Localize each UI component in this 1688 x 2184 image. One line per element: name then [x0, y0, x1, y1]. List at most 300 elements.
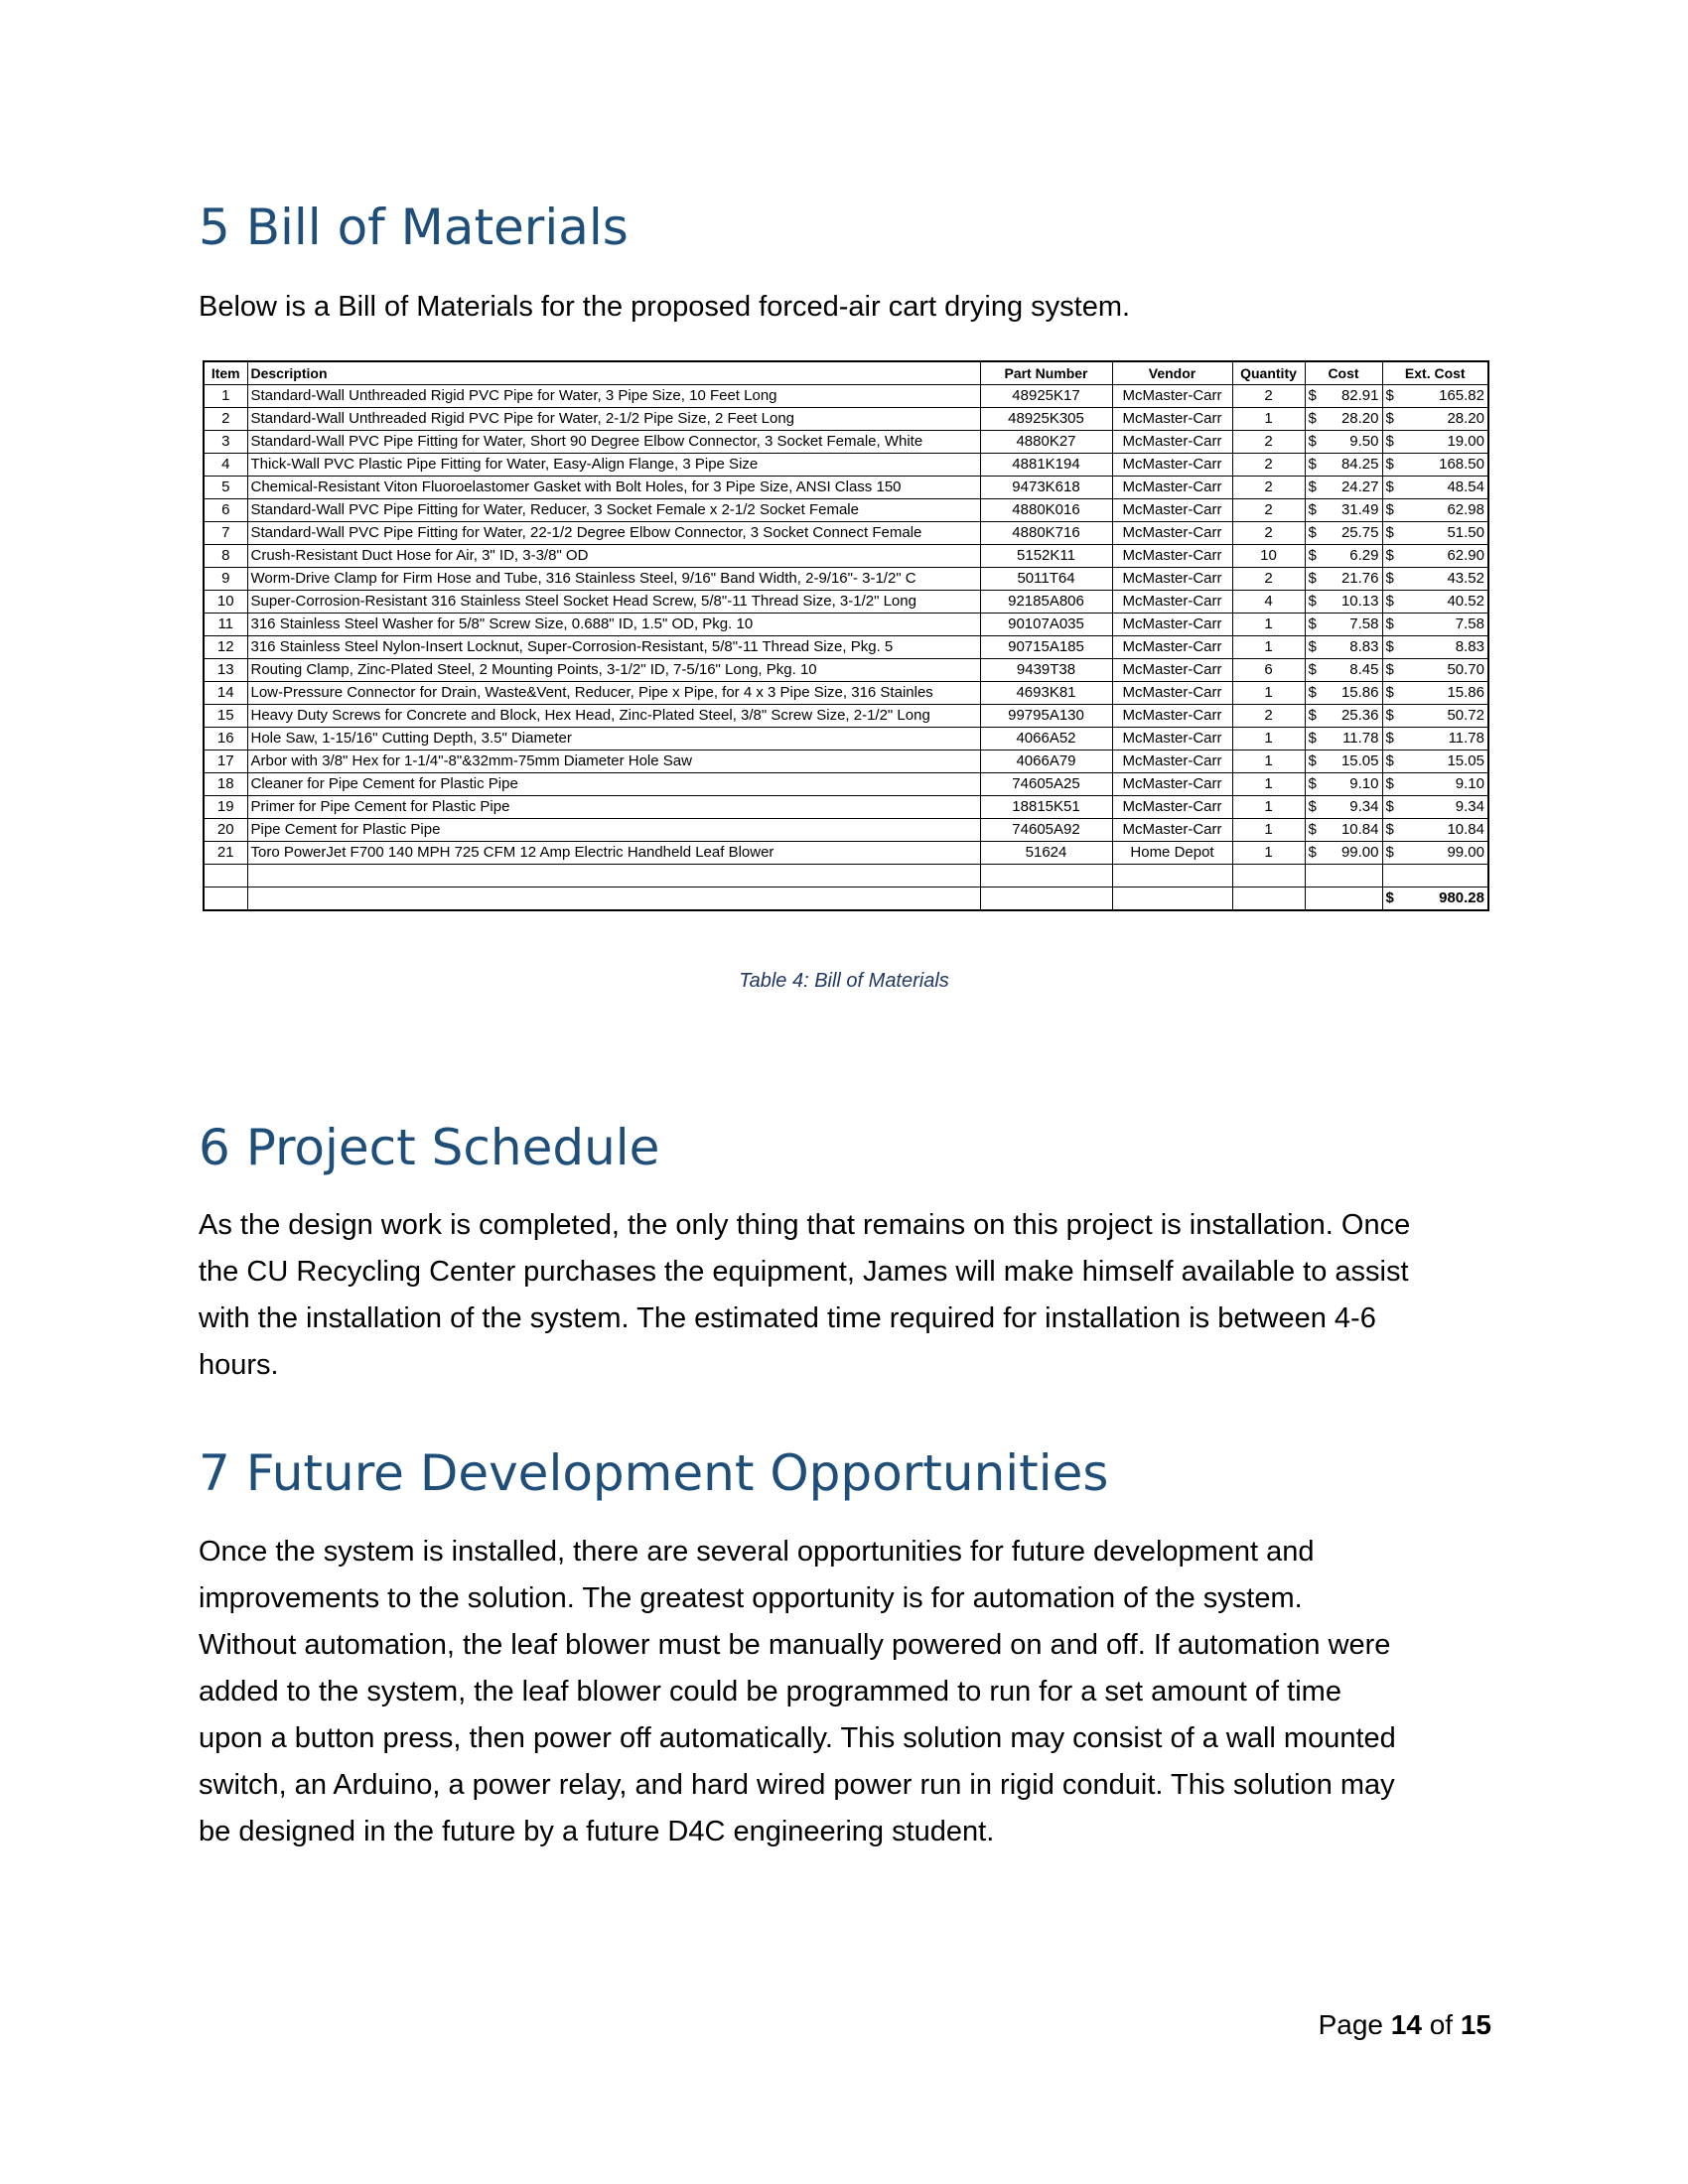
currency-symbol: $ [1308, 775, 1317, 792]
cell-cost [1305, 385, 1382, 408]
cell-ext-cost-value: 165.82 [1439, 387, 1484, 404]
cell-item: 16 [204, 728, 247, 751]
currency-symbol: $ [1308, 844, 1317, 861]
blank-row [204, 865, 1488, 887]
cell-cost-value: 25.36 [1340, 707, 1379, 724]
cell-ext-cost-value: 28.20 [1447, 410, 1484, 427]
cell-vendor: McMaster-Carr [1112, 499, 1232, 522]
cell-quantity: 10 [1232, 545, 1305, 568]
currency-symbol: $ [1308, 798, 1317, 815]
cell-ext-cost-value: 43.52 [1447, 570, 1484, 587]
cell-ext-cost-value: 50.70 [1447, 661, 1484, 678]
cell-description: 316 Stainless Steel Washer for 5/8" Screw Size, 0.688" ID, 1.5" OD, Pkg. 10 [247, 614, 980, 636]
cell-total-value: 980.28 [1439, 889, 1484, 906]
currency-symbol: $ [1385, 730, 1394, 747]
cell-quantity: 2 [1232, 385, 1305, 408]
cell-vendor: McMaster-Carr [1112, 522, 1232, 545]
cell-cost-value: 10.84 [1340, 821, 1379, 838]
cell-part-number: 90715A185 [980, 636, 1112, 659]
cell-description: Standard-Wall PVC Pipe Fitting for Water, Reducer, 3 Socket Female x 2-1/2 Socket Female [247, 499, 980, 522]
cell-item: 1 [204, 385, 247, 408]
cell-ext-cost [1382, 385, 1488, 408]
cell-ext-cost [1382, 682, 1488, 705]
cell-cost-value: 84.25 [1340, 456, 1379, 473]
header-cost: Cost [1305, 361, 1382, 385]
cell-quantity: 2 [1232, 568, 1305, 591]
cell-cost [1305, 408, 1382, 431]
cell-quantity: 1 [1232, 796, 1305, 819]
cell-item: 5 [204, 477, 247, 499]
cell-part-number: 4693K81 [980, 682, 1112, 705]
cell-cost [1305, 591, 1382, 614]
cell-vendor: McMaster-Carr [1112, 682, 1232, 705]
cell-cost [1305, 431, 1382, 454]
paragraph-line: the CU Recycling Center purchases the equipment, James will make himself available to assist [199, 1256, 1409, 1288]
table-row [204, 614, 1488, 636]
page-label: Page [1318, 2009, 1383, 2040]
empty-cell [1305, 887, 1382, 911]
cell-vendor: McMaster-Carr [1112, 614, 1232, 636]
table-row [204, 499, 1488, 522]
cell-vendor: McMaster-Carr [1112, 636, 1232, 659]
cell-ext-cost [1382, 408, 1488, 431]
cell-cost-value: 9.50 [1349, 433, 1379, 450]
cell-vendor: McMaster-Carr [1112, 591, 1232, 614]
currency-symbol: $ [1308, 638, 1317, 655]
cell-part-number: 18815K51 [980, 796, 1112, 819]
cell-cost [1305, 522, 1382, 545]
cell-ext-cost-value: 15.86 [1447, 684, 1484, 701]
cell-item: 20 [204, 819, 247, 842]
currency-symbol: $ [1308, 570, 1317, 587]
cell-description: Routing Clamp, Zinc-Plated Steel, 2 Mounting Points, 3-1/2" ID, 7-5/16" Long, Pkg. 10 [247, 659, 980, 682]
cell-quantity: 1 [1232, 773, 1305, 796]
currency-symbol: $ [1308, 410, 1317, 427]
empty-cell [1232, 887, 1305, 911]
currency-symbol: $ [1385, 844, 1394, 861]
cell-cost [1305, 728, 1382, 751]
cell-cost [1305, 545, 1382, 568]
empty-cell [1305, 865, 1382, 887]
cell-cost-value: 9.34 [1349, 798, 1379, 815]
cell-ext-cost-value: 19.00 [1447, 433, 1484, 450]
cell-part-number: 4880K716 [980, 522, 1112, 545]
cell-ext-cost [1382, 773, 1488, 796]
cell-cost-value: 24.27 [1340, 478, 1379, 495]
cell-cost-value: 15.05 [1340, 752, 1379, 769]
currency-symbol: $ [1308, 433, 1317, 450]
table-row [204, 819, 1488, 842]
currency-symbol: $ [1385, 684, 1394, 701]
currency-symbol: $ [1308, 821, 1317, 838]
currency-symbol: $ [1308, 752, 1317, 769]
currency-symbol: $ [1308, 707, 1317, 724]
cell-cost [1305, 454, 1382, 477]
cell-ext-cost-value: 40.52 [1447, 593, 1484, 610]
cell-description: Arbor with 3/8" Hex for 1-1/4"-8"&32mm-75mm Diameter Hole Saw [247, 751, 980, 773]
cell-ext-cost-value: 48.54 [1447, 478, 1484, 495]
cell-ext-cost [1382, 728, 1488, 751]
cell-description: Pipe Cement for Plastic Pipe [247, 819, 980, 842]
cell-cost-value: 15.86 [1340, 684, 1379, 701]
cell-description: Hole Saw, 1-15/16" Cutting Depth, 3.5" Diameter [247, 728, 980, 751]
cell-ext-cost [1382, 545, 1488, 568]
cell-ext-cost-value: 10.84 [1447, 821, 1484, 838]
cell-description: Worm-Drive Clamp for Firm Hose and Tube, 316 Stainless Steel, 9/16" Band Width, 2-9/16"- 3-1/2" C [247, 568, 980, 591]
cell-ext-cost-value: 15.05 [1447, 752, 1484, 769]
cell-vendor: McMaster-Carr [1112, 796, 1232, 819]
cell-quantity: 2 [1232, 499, 1305, 522]
cell-item: 8 [204, 545, 247, 568]
cell-vendor: McMaster-Carr [1112, 705, 1232, 728]
cell-item: 21 [204, 842, 247, 865]
currency-symbol: $ [1308, 387, 1317, 404]
cell-description: Toro PowerJet F700 140 MPH 725 CFM 12 Amp Electric Handheld Leaf Blower [247, 842, 980, 865]
currency-symbol: $ [1385, 593, 1394, 610]
cell-quantity: 4 [1232, 591, 1305, 614]
cell-cost-value: 9.10 [1349, 775, 1379, 792]
cell-item: 2 [204, 408, 247, 431]
empty-cell [980, 865, 1112, 887]
cell-quantity: 1 [1232, 682, 1305, 705]
cell-item: 7 [204, 522, 247, 545]
page-number [1319, 2009, 1491, 2041]
cell-cost [1305, 773, 1382, 796]
cell-quantity: 1 [1232, 614, 1305, 636]
cell-part-number: 4066A79 [980, 751, 1112, 773]
table-row [204, 682, 1488, 705]
cell-ext-cost [1382, 819, 1488, 842]
cell-item: 4 [204, 454, 247, 477]
cell-item: 12 [204, 636, 247, 659]
cell-description: Standard-Wall PVC Pipe Fitting for Water, 22-1/2 Degree Elbow Connector, 3 Socket Connect Female [247, 522, 980, 545]
cell-cost-value: 7.58 [1349, 615, 1379, 632]
cell-item: 13 [204, 659, 247, 682]
cell-ext-cost [1382, 796, 1488, 819]
table-row [204, 636, 1488, 659]
cell-vendor: McMaster-Carr [1112, 568, 1232, 591]
cell-cost [1305, 796, 1382, 819]
currency-symbol: $ [1308, 524, 1317, 541]
cell-quantity: 1 [1232, 842, 1305, 865]
empty-cell [204, 865, 247, 887]
paragraph-line: As the design work is completed, the only thing that remains on this project is installation. Once [199, 1209, 1411, 1241]
table-row [204, 568, 1488, 591]
cell-description: Thick-Wall PVC Plastic Pipe Fitting for Water, Easy-Align Flange, 3 Pipe Size [247, 454, 980, 477]
cell-quantity: 6 [1232, 659, 1305, 682]
cell-cost-value: 6.29 [1349, 547, 1379, 564]
cell-quantity: 2 [1232, 705, 1305, 728]
cell-ext-cost-value: 7.58 [1455, 615, 1484, 632]
cell-item: 14 [204, 682, 247, 705]
cell-part-number: 92185A806 [980, 591, 1112, 614]
currency-symbol: $ [1385, 821, 1394, 838]
cell-description: Standard-Wall PVC Pipe Fitting for Water, Short 90 Degree Elbow Connector, 3 Socket Female, White [247, 431, 980, 454]
table-row [204, 591, 1488, 614]
table-row [204, 728, 1488, 751]
cell-vendor: McMaster-Carr [1112, 773, 1232, 796]
currency-symbol: $ [1385, 752, 1394, 769]
cell-cost-value: 11.78 [1342, 730, 1379, 747]
empty-cell [1232, 865, 1305, 887]
cell-ext-cost-value: 50.72 [1447, 707, 1484, 724]
table-row [204, 773, 1488, 796]
paragraph-line: Once the system is installed, there are several opportunities for future development and [199, 1536, 1315, 1568]
cell-vendor: McMaster-Carr [1112, 408, 1232, 431]
section-5-intro: Below is a Bill of Materials for the proposed forced-air cart drying system. [199, 291, 1131, 323]
cell-ext-cost [1382, 636, 1488, 659]
empty-cell [1112, 865, 1232, 887]
cell-ext-cost [1382, 477, 1488, 499]
table-body [204, 385, 1488, 911]
cell-part-number: 4066A52 [980, 728, 1112, 751]
cell-quantity: 2 [1232, 431, 1305, 454]
cell-item: 15 [204, 705, 247, 728]
table-row [204, 842, 1488, 865]
header-part-number: Part Number [980, 361, 1112, 385]
cell-vendor: McMaster-Carr [1112, 819, 1232, 842]
empty-cell [1382, 865, 1488, 887]
cell-vendor: McMaster-Carr [1112, 477, 1232, 499]
empty-cell [247, 865, 980, 887]
empty-cell [1112, 887, 1232, 911]
section-6-paragraph [199, 1202, 1499, 1389]
cell-ext-cost [1382, 659, 1488, 682]
cell-part-number: 48925K17 [980, 385, 1112, 408]
cell-quantity: 1 [1232, 819, 1305, 842]
section-7-heading: 7 Future Development Opportunities [199, 1444, 1109, 1502]
empty-cell [204, 887, 247, 911]
cell-ext-cost-value: 51.50 [1447, 524, 1484, 541]
cell-total [1382, 887, 1488, 911]
cell-quantity: 2 [1232, 454, 1305, 477]
cell-ext-cost-value: 8.83 [1455, 638, 1484, 655]
empty-cell [247, 887, 980, 911]
cell-item: 11 [204, 614, 247, 636]
currency-symbol: $ [1308, 730, 1317, 747]
currency-symbol: $ [1385, 798, 1394, 815]
cell-description: Crush-Resistant Duct Hose for Air, 3" ID, 3-3/8" OD [247, 545, 980, 568]
cell-ext-cost [1382, 522, 1488, 545]
cell-cost [1305, 705, 1382, 728]
cell-part-number: 74605A92 [980, 819, 1112, 842]
cell-item: 9 [204, 568, 247, 591]
currency-symbol: $ [1385, 889, 1394, 906]
cell-cost [1305, 751, 1382, 773]
cell-cost [1305, 842, 1382, 865]
currency-symbol: $ [1308, 456, 1317, 473]
section-7-paragraph [199, 1529, 1499, 1855]
currency-symbol: $ [1385, 456, 1394, 473]
cell-cost [1305, 636, 1382, 659]
cell-cost-value: 10.13 [1340, 593, 1379, 610]
cell-ext-cost-value: 9.34 [1455, 798, 1484, 815]
page-of: of [1429, 2009, 1454, 2040]
cell-ext-cost-value: 168.50 [1439, 456, 1484, 473]
cell-ext-cost [1382, 431, 1488, 454]
cell-cost-value: 8.45 [1349, 661, 1379, 678]
cell-description: Chemical-Resistant Viton Fluoroelastomer Gasket with Bolt Holes, for 3 Pipe Size, ANSI Class 150 [247, 477, 980, 499]
table-row [204, 705, 1488, 728]
currency-symbol: $ [1385, 707, 1394, 724]
header-quantity: Quantity [1232, 361, 1305, 385]
cell-item: 19 [204, 796, 247, 819]
cell-cost [1305, 499, 1382, 522]
header-ext-cost: Ext. Cost [1382, 361, 1488, 385]
currency-symbol: $ [1385, 661, 1394, 678]
cell-cost-value: 28.20 [1340, 410, 1379, 427]
cell-ext-cost [1382, 614, 1488, 636]
cell-ext-cost [1382, 454, 1488, 477]
cell-quantity: 1 [1232, 636, 1305, 659]
cell-part-number: 9439T38 [980, 659, 1112, 682]
cell-vendor: Home Depot [1112, 842, 1232, 865]
cell-part-number: 9473K618 [980, 477, 1112, 499]
cell-part-number: 99795A130 [980, 705, 1112, 728]
cell-description: Super-Corrosion-Resistant 316 Stainless Steel Socket Head Screw, 5/8"-11 Thread Size, 3-1/2" Long [247, 591, 980, 614]
cell-part-number: 51624 [980, 842, 1112, 865]
currency-symbol: $ [1308, 478, 1317, 495]
bill-of-materials-table [203, 360, 1489, 911]
cell-vendor: McMaster-Carr [1112, 728, 1232, 751]
cell-vendor: McMaster-Carr [1112, 659, 1232, 682]
cell-quantity: 1 [1232, 751, 1305, 773]
table-row [204, 385, 1488, 408]
cell-vendor: McMaster-Carr [1112, 545, 1232, 568]
table-row [204, 454, 1488, 477]
cell-ext-cost [1382, 705, 1488, 728]
currency-symbol: $ [1385, 501, 1394, 518]
total-row [204, 887, 1488, 911]
cell-ext-cost [1382, 751, 1488, 773]
cell-cost-value: 31.49 [1340, 501, 1379, 518]
cell-cost-value: 82.91 [1340, 387, 1379, 404]
cell-ext-cost [1382, 499, 1488, 522]
empty-cell [980, 887, 1112, 911]
currency-symbol: $ [1308, 547, 1317, 564]
table-row [204, 751, 1488, 773]
currency-symbol: $ [1385, 387, 1394, 404]
paragraph-line: added to the system, the leaf blower could be programmed to run for a set amount of time [199, 1676, 1341, 1707]
cell-vendor: McMaster-Carr [1112, 431, 1232, 454]
header-vendor: Vendor [1112, 361, 1232, 385]
cell-item: 18 [204, 773, 247, 796]
header-item: Item [204, 361, 247, 385]
cell-part-number: 4880K27 [980, 431, 1112, 454]
currency-symbol: $ [1308, 615, 1317, 632]
currency-symbol: $ [1385, 638, 1394, 655]
cell-part-number: 5152K11 [980, 545, 1112, 568]
cell-quantity: 2 [1232, 477, 1305, 499]
table-caption: Table 4: Bill of Materials [739, 970, 949, 992]
table-row [204, 477, 1488, 499]
cell-cost-value: 99.00 [1340, 844, 1379, 861]
cell-part-number: 48925K305 [980, 408, 1112, 431]
currency-symbol: $ [1385, 570, 1394, 587]
cell-ext-cost [1382, 591, 1488, 614]
table-row [204, 796, 1488, 819]
cell-quantity: 1 [1232, 728, 1305, 751]
currency-symbol: $ [1308, 593, 1317, 610]
cell-quantity: 2 [1232, 522, 1305, 545]
cell-vendor: McMaster-Carr [1112, 454, 1232, 477]
cell-ext-cost [1382, 842, 1488, 865]
cell-item: 17 [204, 751, 247, 773]
cell-cost [1305, 477, 1382, 499]
cell-quantity: 1 [1232, 408, 1305, 431]
cell-description: Primer for Pipe Cement for Plastic Pipe [247, 796, 980, 819]
paragraph-line: upon a button press, then power off automatically. This solution may consist of a wall mounted [199, 1722, 1396, 1754]
paragraph-line: hours. [199, 1349, 279, 1381]
cell-item: 3 [204, 431, 247, 454]
paragraph-line: be designed in the future by a future D4C engineering student. [199, 1816, 995, 1847]
cell-description: Heavy Duty Screws for Concrete and Block, Hex Head, Zinc-Plated Steel, 3/8" Screw Size, 2-1/2" Long [247, 705, 980, 728]
currency-symbol: $ [1385, 478, 1394, 495]
currency-symbol: $ [1308, 684, 1317, 701]
cell-cost [1305, 614, 1382, 636]
table-row [204, 545, 1488, 568]
cell-item: 6 [204, 499, 247, 522]
cell-description: Standard-Wall Unthreaded Rigid PVC Pipe for Water, 3 Pipe Size, 10 Feet Long [247, 385, 980, 408]
cell-ext-cost [1382, 568, 1488, 591]
paragraph-line: Without automation, the leaf blower must be manually powered on and off. If automation were [199, 1629, 1391, 1661]
cell-ext-cost-value: 11.78 [1448, 730, 1484, 747]
cell-part-number: 5011T64 [980, 568, 1112, 591]
cell-description: Cleaner for Pipe Cement for Plastic Pipe [247, 773, 980, 796]
paragraph-line: switch, an Arduino, a power relay, and hard wired power run in rigid conduit. This solution may [199, 1769, 1395, 1801]
page-total: 15 [1460, 2009, 1491, 2040]
cell-description: 316 Stainless Steel Nylon-Insert Locknut, Super-Corrosion-Resistant, 5/8"-11 Thread Size, Pkg. 5 [247, 636, 980, 659]
cell-ext-cost-value: 99.00 [1447, 844, 1484, 861]
cell-item: 10 [204, 591, 247, 614]
cell-cost [1305, 568, 1382, 591]
cell-vendor: McMaster-Carr [1112, 751, 1232, 773]
cell-part-number: 90107A035 [980, 614, 1112, 636]
page-current: 14 [1390, 2009, 1422, 2040]
table-row [204, 522, 1488, 545]
header-description: Description [247, 361, 980, 385]
currency-symbol: $ [1385, 433, 1394, 450]
paragraph-line: with the installation of the system. The estimated time required for installation is between 4-6 [199, 1302, 1376, 1334]
cell-part-number: 4881K194 [980, 454, 1112, 477]
cell-cost [1305, 819, 1382, 842]
cell-ext-cost-value: 9.10 [1455, 775, 1484, 792]
cell-cost [1305, 659, 1382, 682]
section-6-heading: 6 Project Schedule [199, 1119, 660, 1176]
table-row [204, 408, 1488, 431]
cell-ext-cost-value: 62.98 [1447, 501, 1484, 518]
currency-symbol: $ [1385, 410, 1394, 427]
cell-part-number: 74605A25 [980, 773, 1112, 796]
table-row [204, 659, 1488, 682]
cell-cost-value: 21.76 [1340, 570, 1379, 587]
cell-part-number: 4880K016 [980, 499, 1112, 522]
cell-cost-value: 8.83 [1349, 638, 1379, 655]
cell-description: Low-Pressure Connector for Drain, Waste&Vent, Reducer, Pipe x Pipe, for 4 x 3 Pipe Size, 316 Stainles [247, 682, 980, 705]
currency-symbol: $ [1308, 501, 1317, 518]
cell-ext-cost-value: 62.90 [1447, 547, 1484, 564]
currency-symbol: $ [1385, 547, 1394, 564]
cell-cost [1305, 682, 1382, 705]
currency-symbol: $ [1308, 661, 1317, 678]
currency-symbol: $ [1385, 524, 1394, 541]
currency-symbol: $ [1385, 615, 1394, 632]
table-header-row [204, 361, 1488, 385]
cell-description: Standard-Wall Unthreaded Rigid PVC Pipe for Water, 2-1/2 Pipe Size, 2 Feet Long [247, 408, 980, 431]
currency-symbol: $ [1385, 775, 1394, 792]
cell-vendor: McMaster-Carr [1112, 385, 1232, 408]
section-5-heading: 5 Bill of Materials [199, 199, 629, 256]
